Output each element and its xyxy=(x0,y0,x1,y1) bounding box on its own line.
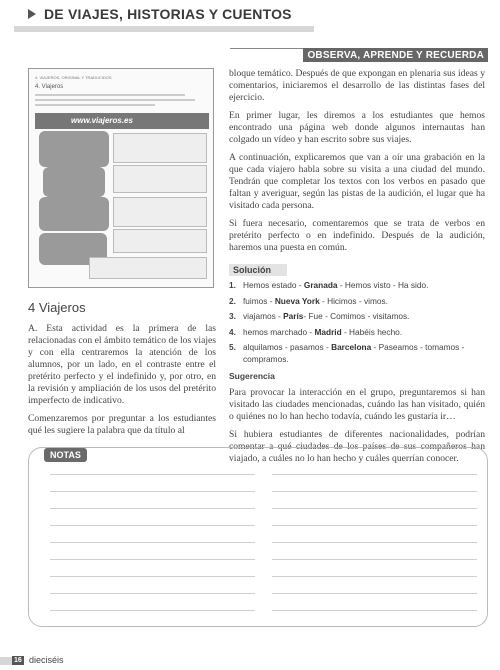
page-number-word: dieciséis xyxy=(29,655,64,665)
solution-city: Madrid xyxy=(314,326,342,337)
student-book-thumbnail xyxy=(28,68,214,288)
note-line xyxy=(272,525,477,526)
guide-paragraph: En primer lugar, les diremos a los estudiantes que hemos encontrado una página web donde algunos internautas han colgado un vídeo y han escrito sobre sus viajes. xyxy=(229,110,485,145)
solution-number: 3. xyxy=(229,311,236,321)
thumbnail-form xyxy=(113,229,207,253)
activity-paragraph: A. Esta actividad es la primera de las relacionadas con el ámbito temático de los viajes y con ella centraremos la atención de los alumnos, por un lado, en el contraste entre el pretérito perfecto y el indefinido y, por otro, en la revisión y ampliación de los usos del pretérito imperfecto de indicativo. xyxy=(28,323,216,406)
note-line xyxy=(50,525,255,526)
footer-bar xyxy=(0,657,12,665)
solution-number: 2. xyxy=(229,295,236,306)
thumbnail-header: 4. VIAJEROS, ORIGINAL Y TRADUCIDOS xyxy=(35,75,112,80)
header-rule xyxy=(14,26,314,32)
thumbnail-form xyxy=(113,133,207,163)
note-line xyxy=(272,474,477,475)
solution-verbs: - Habéis hecho. xyxy=(341,326,403,337)
left-column xyxy=(28,300,216,443)
guide-paragraph: bloque temático. Después de que expongan en plenaria sus ideas y comentarios, iniciaremos el desarrollo de las distintas fases del ejercicio. xyxy=(229,68,485,103)
note-line xyxy=(50,508,255,509)
note-line xyxy=(50,542,255,543)
thumbnail-form xyxy=(89,257,207,279)
thumbnail-form xyxy=(113,197,207,227)
solution-item xyxy=(229,342,485,365)
thumbnail-text-line xyxy=(35,104,155,106)
solution-city: París xyxy=(283,311,304,321)
guide-paragraph: A continuación, explicaremos que van a oír una grabación en la que cada viajero habla sobre su visita a una ciudad del mundo. Tendrán que completar los textos con los verbos en pasado que faltan y averiguar, según las pistas de la audición, el lugar que ha visitado cada persona. xyxy=(229,152,485,211)
solution-city: Granada xyxy=(303,280,338,290)
note-line xyxy=(50,576,255,577)
suggestion-paragraph: Si hubiera estudiantes de diferentes nacionalidades, podrían comentar a qué ciudades de los países de sus compañeros han viajado, a cuáles no lo han hecho y cuáles querrían conocer. xyxy=(229,429,485,464)
note-line xyxy=(272,559,477,560)
activity-title: 4 Viajeros xyxy=(28,300,86,315)
thumbnail-text-line xyxy=(35,94,185,96)
solution-verbs: hemos marchado - xyxy=(243,326,315,337)
note-line xyxy=(50,474,255,475)
note-line xyxy=(50,610,255,611)
right-column xyxy=(229,68,485,471)
solution-label: Solución xyxy=(229,264,287,276)
note-line xyxy=(50,559,255,560)
solution-number: 4. xyxy=(229,326,236,337)
thumbnail-banner: www.viajeros.es xyxy=(35,113,209,129)
notes-label: NOTAS xyxy=(44,448,87,462)
solution-verbs: viajamos - xyxy=(243,311,284,321)
solution-item xyxy=(229,311,485,323)
note-line xyxy=(272,508,477,509)
page-title: DE VIAJES, HISTORIAS Y CUENTOS xyxy=(44,6,292,22)
thumbnail-text-line xyxy=(35,99,195,101)
solution-verbs: - Hicimos - vimos. xyxy=(319,295,388,306)
solution-item xyxy=(229,296,485,308)
page-header xyxy=(14,6,494,30)
solution-verbs: fuimos - xyxy=(243,295,275,306)
note-line xyxy=(50,593,255,594)
solution-number: 5. xyxy=(229,342,236,352)
thumbnail-heading: 4. Viajeros xyxy=(35,84,64,90)
guide-paragraph: Si fuera necesario, comentaremos que se trata de verbos en pretérito perfecto o en indefinido. Después de la audición, haremos una puesta en común. xyxy=(229,218,485,253)
thumbnail-photo xyxy=(43,167,105,197)
note-line xyxy=(272,610,477,611)
solution-number: 1. xyxy=(229,280,236,290)
solution-verbs: - Fue - Comimos - visitamos. xyxy=(303,311,410,321)
thumbnail-photo xyxy=(39,197,109,231)
solution-city: Nueva York xyxy=(274,295,320,306)
section-badge: OBSERVA, APRENDE Y RECUERDA xyxy=(303,48,488,62)
solution-item xyxy=(229,280,485,292)
solution-verbs: Hemos estado - xyxy=(243,280,304,290)
note-line xyxy=(272,491,477,492)
note-line xyxy=(272,542,477,543)
solution-city: Barcelona xyxy=(331,342,372,352)
thumbnail-form xyxy=(113,165,207,193)
suggestion-paragraph: Para provocar la interacción en el grupo, preguntaremos si han visitado las ciudades mencionadas, cuándo las han visitado, quién o quiénes no lo han hecho todavía, cuándo les gustaría ir… xyxy=(229,387,485,422)
solution-list xyxy=(229,280,485,365)
arrow-right-icon xyxy=(28,9,36,19)
note-line xyxy=(272,593,477,594)
activity-paragraph: Comenzaremos por preguntar a los estudiantes qué les sugiere la palabra que da título al xyxy=(28,413,216,436)
solution-verbs: - Paseamos - tomamos - compramos. xyxy=(243,342,465,364)
page-number: 16 xyxy=(14,657,22,664)
solution-item xyxy=(229,327,485,339)
note-line xyxy=(50,491,255,492)
note-line xyxy=(272,576,477,577)
thumbnail-photo xyxy=(39,131,109,167)
solution-verbs: - Hemos visto - Ha sido. xyxy=(337,280,429,290)
solution-verbs: alquilamos - pasamos - xyxy=(243,342,332,352)
suggestion-label: Sugerencia xyxy=(229,371,275,381)
